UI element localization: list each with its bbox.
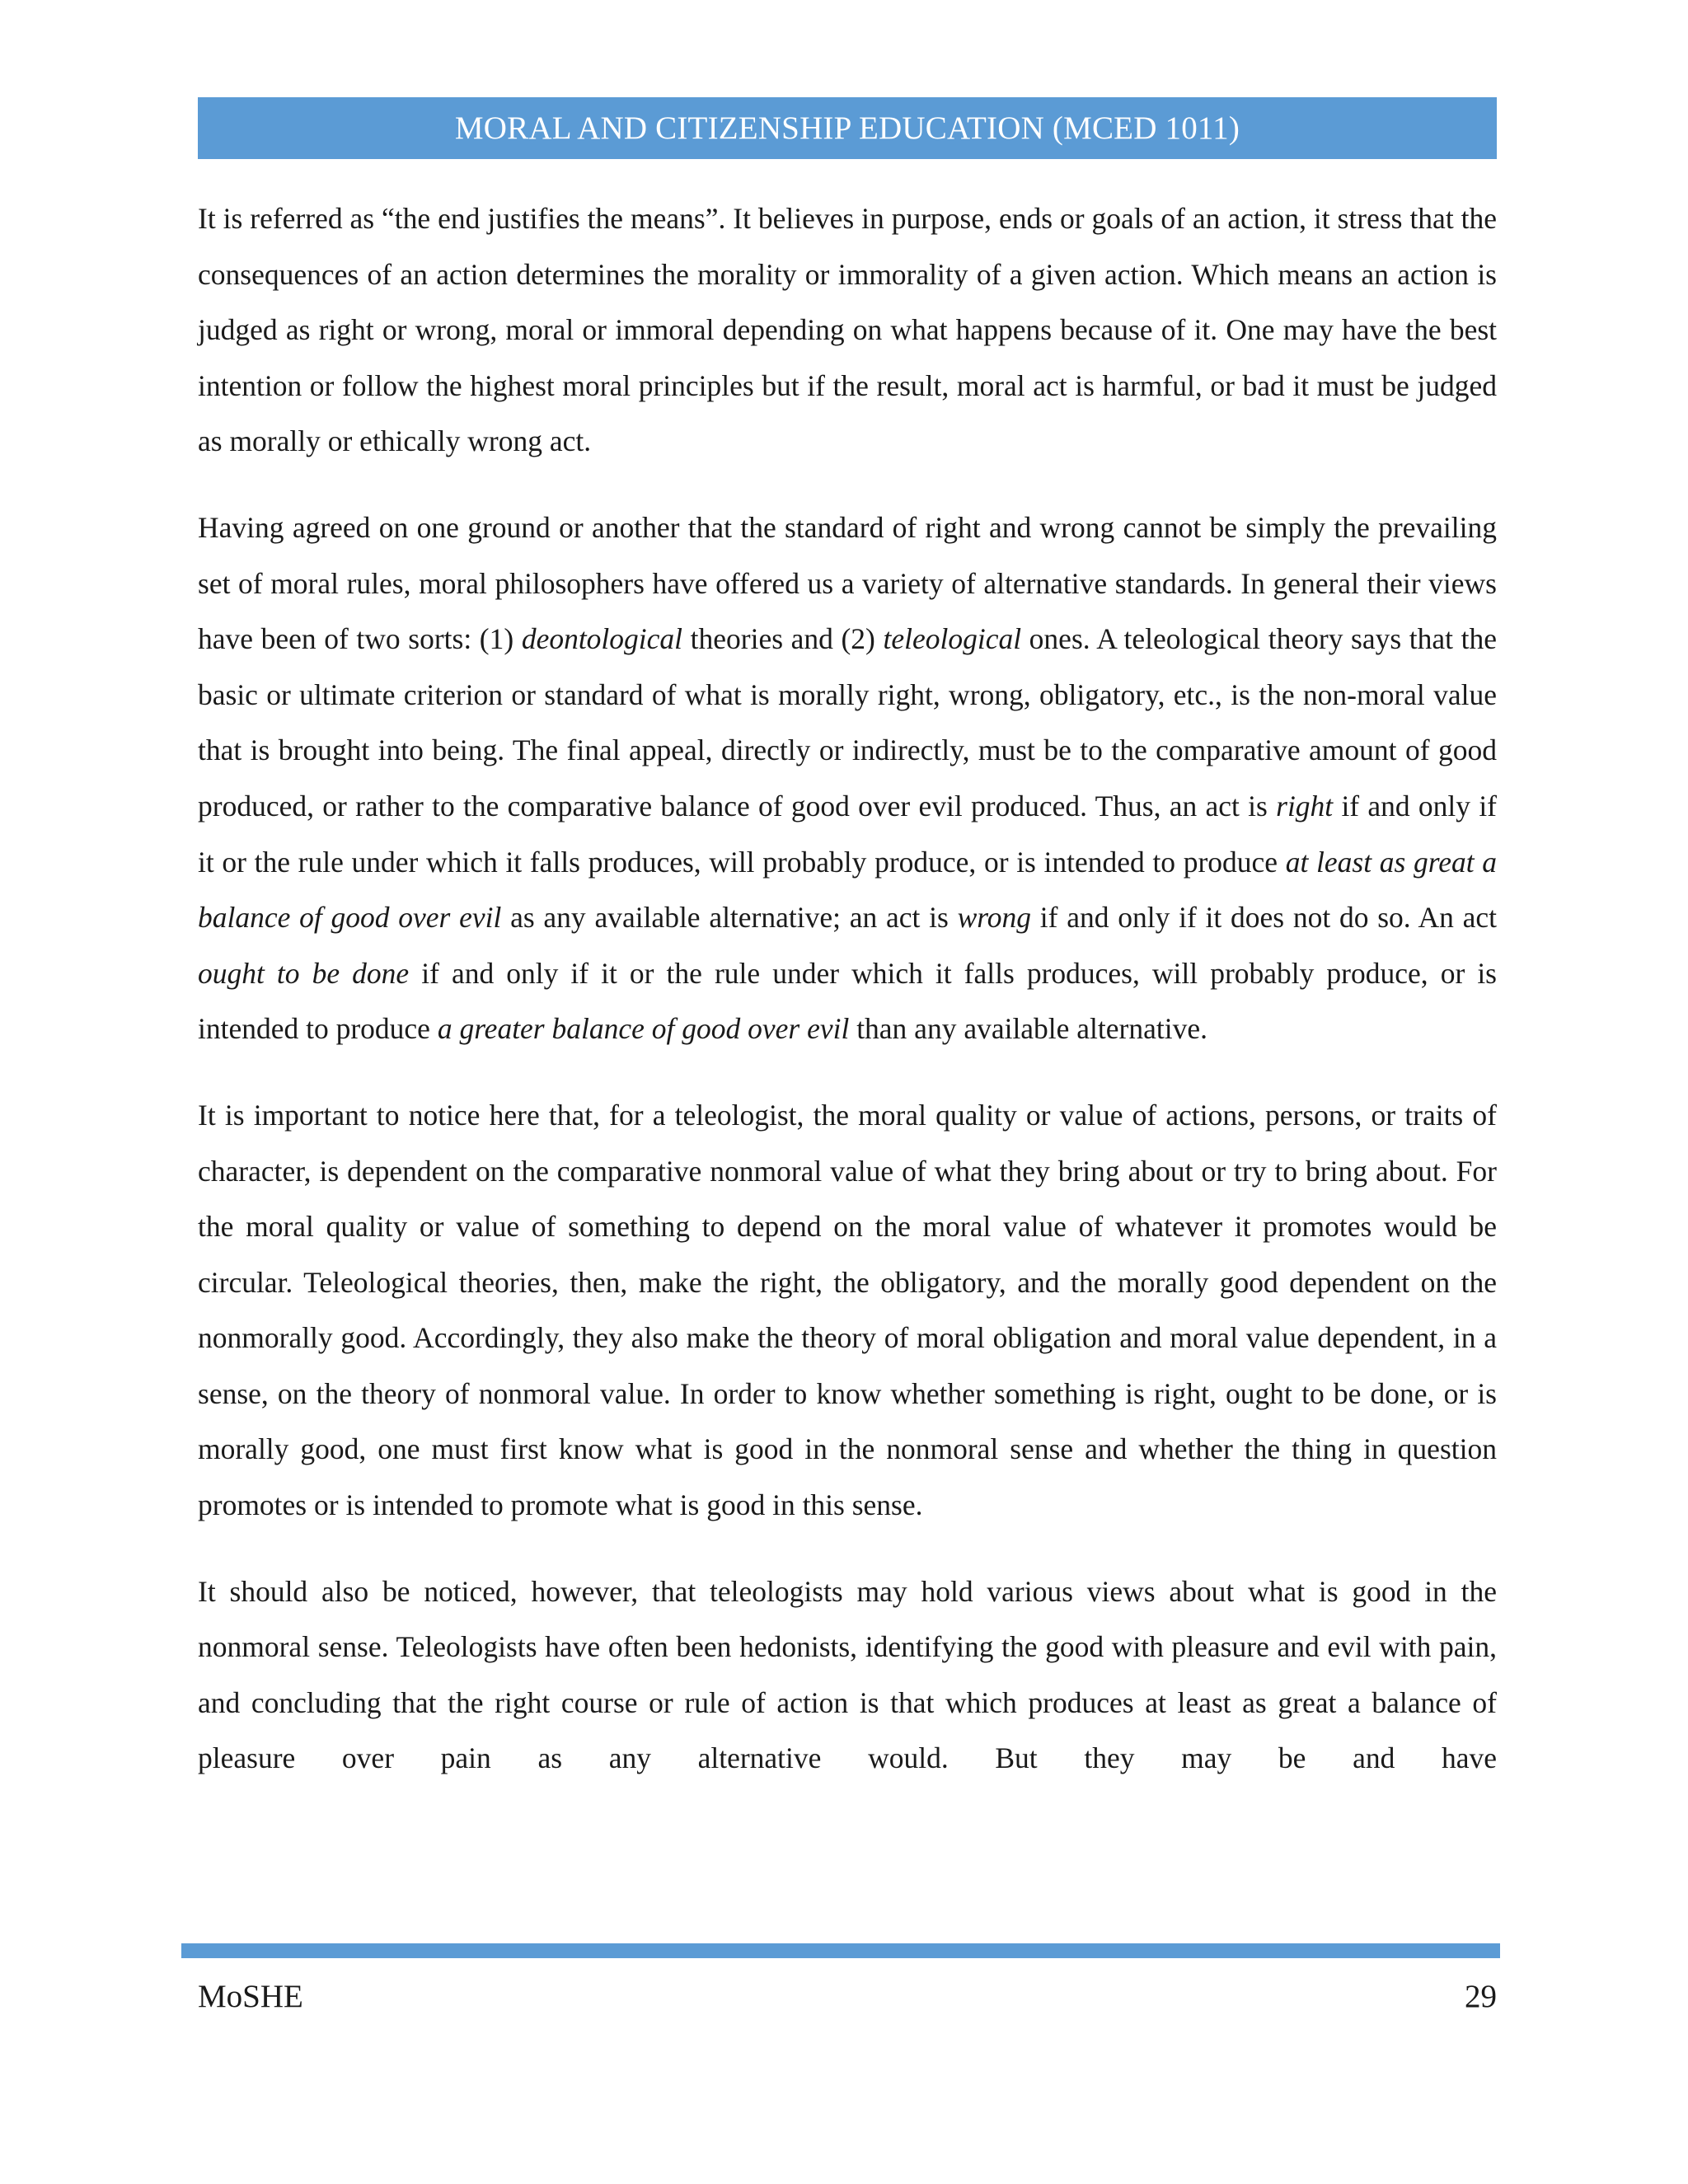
paragraph-teleological-theory <box>198 500 1497 1057</box>
paragraph-text: if and only if it or the rule under which it falls produces, will probably produce, or is intended to produce <box>198 956 1497 1046</box>
paragraph-text: ones. A teleological theory says that the basic or ultimate criterion or standard of what is morally right, wrong, obligatory, etc., is the non-moral value that is brought into being. The final appeal, directly or indirectly, must be to the comparative amount of good produced, or rather to the comparative balance of good over evil produced. Thus, an act is <box>198 622 1498 823</box>
paragraph-text: Having agreed on one ground or another that the standard of right and wrong cannot be simply the prevailing set of moral rules, moral philosophers have offered us a variety of alternative standards. In general their views have been of two sorts: (1) <box>198 510 1497 656</box>
footer-divider <box>181 1943 1500 1958</box>
italic-term-teleological: teleological <box>883 622 1022 656</box>
paragraph-text: theories and (2) <box>682 622 884 656</box>
italic-phrase-greater-balance: a greater balance of good over evil <box>437 1012 850 1046</box>
italic-term-right: right <box>1276 789 1334 823</box>
italic-phrase-ought: ought to be done <box>198 956 410 990</box>
paragraph-text: if and only if it does not do so. An act <box>1031 901 1497 935</box>
italic-term-deontological: deontological <box>521 622 683 656</box>
italic-term-wrong: wrong <box>957 901 1032 935</box>
paragraph-hedonists: It should also be noticed, however, that teleologists may hold various views about what is good in the nonmoral sense. Teleologists have often been hedonists, identifying the good with pleasure and evil with pain, and concluding that the right course or rule of action is that which produces at least as great a balance of pleasure over pain as any alternative would. But they may be and have <box>198 1574 1497 1775</box>
paragraph-consequences: It is referred as “the end justifies the means”. It believes in purpose, ends or goals of an action, it stress that the consequences of an action determines the morality or immorality of a given action. Which means an action is judged as right or wrong, moral or immoral depending on what happens because of it. One may have the best intention or follow the highest moral principles but if the result, moral act is harmful, or bad it must be judged as morally or ethically wrong act. <box>198 202 1497 458</box>
italic-phrase-balance: at least as great a balance of good over evil <box>198 845 1497 935</box>
paragraph-text: as any available alternative; an act is <box>501 901 958 935</box>
document-body <box>198 191 1497 1787</box>
footer-publisher: MoSHE <box>198 1979 303 2014</box>
paragraph-teleologist-notice: It is important to notice here that, for a teleologist, the moral quality or value of actions, persons, or traits of character, is dependent on the comparative nonmoral value of what they bring about or try to bring about. For the moral quality or value of something to depend on the moral value of whatever it promotes would be circular. Teleological theories, then, make the right, the obligatory, and the morally good dependent on the nonmorally good. Accordingly, they also make the theory of moral obligation and moral value dependent, in a sense, on the theory of nonmoral value. In order to know whether something is right, ought to be done, or is morally good, one must first know what is good in the nonmoral sense and whether the thing in question promotes or is intended to promote what is good in this sense. <box>198 1098 1497 1522</box>
paragraph-text: if and only if it or the rule under which it falls produces, will probably produce, or is intended to produce <box>198 789 1498 879</box>
header-banner <box>198 97 1497 159</box>
page-number: 29 <box>1465 1979 1497 2014</box>
page-header-title: MORAL AND CITIZENSHIP EDUCATION (MCED 1011) <box>454 110 1240 146</box>
paragraph-text: than any available alternative. <box>849 1012 1207 1046</box>
